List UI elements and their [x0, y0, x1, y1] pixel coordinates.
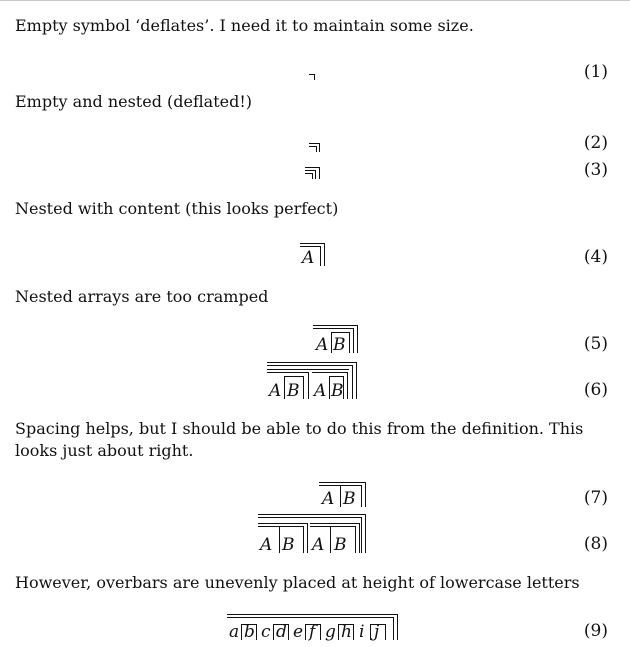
array-rule-line: [319, 167, 320, 179]
array-rule-line: [258, 514, 366, 515]
formula: [258, 530, 368, 558]
array-rule-line: [355, 526, 356, 553]
array-rule-line: [385, 624, 386, 640]
array-rule-line: [313, 328, 354, 329]
array-rule-line: [300, 246, 321, 247]
array-rule-line: [312, 372, 347, 373]
array-rule-line: [305, 624, 306, 640]
array-rule-line: [397, 614, 398, 640]
array-rule-line: [258, 517, 362, 518]
formula: [305, 156, 321, 184]
array-rule-line: [361, 517, 362, 553]
formula: [227, 617, 400, 645]
equation-number: (4): [583, 247, 608, 267]
array-rule-line: [356, 362, 357, 399]
math-letter: B: [282, 535, 295, 555]
array-rule-line: [393, 617, 394, 640]
formula: [309, 129, 321, 157]
array-rule-line: [258, 523, 308, 524]
array-rule-line: [331, 332, 350, 333]
math-letter: a: [229, 622, 240, 642]
array-rule-line: [303, 526, 304, 553]
math-letter: d: [276, 622, 287, 642]
math-letter: g: [325, 622, 336, 642]
array-rule-line: [284, 376, 285, 399]
array-rule-line: [329, 376, 343, 377]
array-rule-line: [365, 482, 366, 507]
equation-row-4: [0, 243, 630, 271]
array-rule-line: [329, 376, 330, 399]
math-letter: i: [359, 622, 365, 642]
array-rule-line: [310, 523, 360, 524]
paragraph-empty-symbol: Empty symbol ‘deflates’. I need it to maintain some size.: [15, 16, 474, 35]
array-rule-line: [330, 526, 331, 553]
array-rule-line: [316, 146, 317, 152]
array-rule-line: [267, 372, 309, 373]
equation-number: (7): [583, 488, 608, 508]
array-rule-line: [331, 332, 332, 353]
paragraph-nested-arrays: Nested arrays are too cramped: [15, 287, 269, 306]
array-rule-line: [315, 170, 316, 179]
array-rule-line: [305, 167, 320, 168]
array-rule-line: [313, 325, 358, 326]
array-rule-line: [256, 624, 257, 640]
array-rule-line: [279, 526, 280, 553]
array-rule-line: [320, 624, 321, 640]
array-rule-line: [303, 376, 304, 399]
array-rule-line: [227, 617, 394, 618]
math-letter: B: [287, 381, 300, 401]
math-letter: e: [293, 622, 304, 642]
equation-number: (1): [583, 62, 608, 82]
array-rule-line: [310, 526, 356, 527]
equation-row-2: [0, 129, 630, 157]
math-letter: h: [341, 622, 352, 642]
equation-row-3: [0, 156, 630, 184]
array-rule-line: [324, 243, 325, 266]
equation-row-8: [0, 530, 630, 558]
equation-number: (2): [583, 133, 608, 153]
math-letter: j: [374, 622, 380, 642]
equation-number: (6): [583, 380, 608, 400]
array-rule-line: [267, 362, 357, 363]
paragraph-spacing-helps: Spacing helps, but I should be able to do this from the definition. This looks just about right.: [15, 419, 584, 460]
array-rule-line: [338, 624, 339, 640]
formula: [267, 376, 359, 404]
paragraph-empty-nested: Empty and nested (deflated!): [15, 92, 253, 111]
formula: [300, 243, 326, 271]
equation-row-5: [0, 330, 630, 358]
math-letter: A: [316, 335, 329, 355]
array-rule-line: [370, 624, 371, 640]
formula: [319, 484, 367, 512]
equation-row-6: [0, 376, 630, 404]
top-rule: [0, 0, 630, 1]
math-letter: B: [343, 489, 356, 509]
array-rule-line: [359, 523, 360, 553]
array-rule-line: [258, 526, 304, 527]
math-letter: f: [309, 622, 316, 642]
array-rule-line: [300, 243, 325, 244]
equation-row-7: [0, 484, 630, 512]
math-letter: A: [269, 381, 282, 401]
math-letter: A: [302, 248, 315, 268]
array-rule-line: [352, 365, 353, 399]
array-rule-line: [365, 514, 366, 553]
equation-row-1: [0, 58, 630, 86]
equation-number: (9): [583, 621, 608, 641]
paragraph-uneven-overbars: However, overbars are unevenly placed at height of lowercase letters: [15, 573, 580, 592]
array-rule-line: [357, 325, 358, 353]
array-rule-line: [314, 74, 315, 80]
array-rule-line: [319, 143, 320, 152]
array-rule-line: [273, 624, 274, 640]
math-letter: B: [333, 335, 346, 355]
array-rule-line: [288, 624, 289, 640]
equation-row-9: [0, 617, 630, 645]
math-letter: b: [244, 622, 255, 642]
math-letter: c: [261, 622, 271, 642]
array-rule-line: [241, 624, 242, 640]
math-letter: A: [322, 489, 335, 509]
array-rule-line: [307, 523, 308, 553]
formula: [313, 330, 359, 358]
math-letter: A: [312, 535, 325, 555]
array-rule-line: [308, 372, 309, 399]
array-rule-line: [353, 328, 354, 353]
math-letter: A: [260, 535, 273, 555]
equation-number: (5): [583, 334, 608, 354]
array-rule-line: [227, 614, 398, 615]
array-rule-line: [319, 482, 366, 483]
formula: [309, 58, 317, 86]
math-letter: B: [334, 535, 347, 555]
array-rule-line: [361, 485, 362, 507]
array-rule-line: [340, 485, 341, 507]
array-rule-line: [284, 376, 303, 377]
equation-number: (3): [583, 160, 608, 180]
array-rule-line: [267, 365, 353, 366]
equation-number: (8): [583, 534, 608, 554]
math-letter: A: [314, 381, 327, 401]
array-rule-line: [267, 369, 349, 370]
array-rule-line: [347, 372, 348, 399]
array-rule-line: [312, 173, 313, 179]
array-rule-line: [353, 624, 354, 640]
paragraph-nested-content: Nested with content (this looks perfect): [15, 199, 339, 218]
math-letter: B: [331, 381, 344, 401]
array-rule-line: [349, 332, 350, 353]
array-rule-line: [320, 246, 321, 266]
